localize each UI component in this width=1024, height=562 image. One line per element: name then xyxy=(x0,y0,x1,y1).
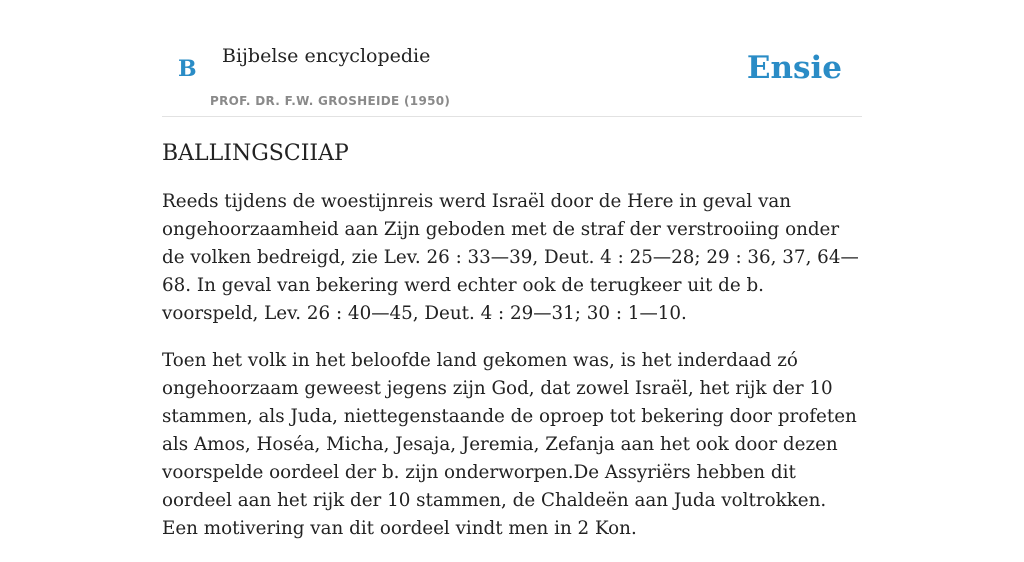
book-letter-badge[interactable]: B xyxy=(178,56,197,82)
book-title-link[interactable]: Bijbelse encyclopedie xyxy=(222,45,431,67)
article-paragraph: Reeds tijdens de woestijnreis werd Israël door de Here in geval van ongehoorzaamheid aan Zijn geboden met de straf der verstrooiing onder de volken bedreigd, zie Lev. 26 : 33—39, Deut. 4 : 25—28; 29 : 36, 37, 64—68. In geval van bekering werd echter ook de terugkeer uit de b. voorspeld, Lev. 26 : 40—45, Deut. 4 : 29—31; 30 : 1—10. xyxy=(162,191,859,324)
article-paragraph: Toen het volk in het beloofde land gekomen was, is het inderdaad zó ongehoorzaam geweest jegens zijn God, dat zowel Israël, het rijk der 10 stammen, als Juda, niettegenstaande de oproep tot bekering door profeten als Amos, Hoséa, Micha, Jesaja, Jeremia, Zefanja aan het ook door dezen voorspelde oordeel der b. zijn onderworpen.De Assyriërs hebben dit oordeel aan het rijk der 10 stammen, de Chaldeën aan Juda voltrokken. Een motivering van dit oordeel vindt men in 2 Kon. xyxy=(162,350,857,539)
book-header xyxy=(162,0,862,117)
article xyxy=(162,140,862,562)
book-author: PROF. DR. F.W. GROSHEIDE (1950) xyxy=(210,94,451,108)
article-title: BALLINGSCIIAP xyxy=(162,141,349,166)
ensie-logo-link[interactable]: Ensie xyxy=(746,50,842,86)
